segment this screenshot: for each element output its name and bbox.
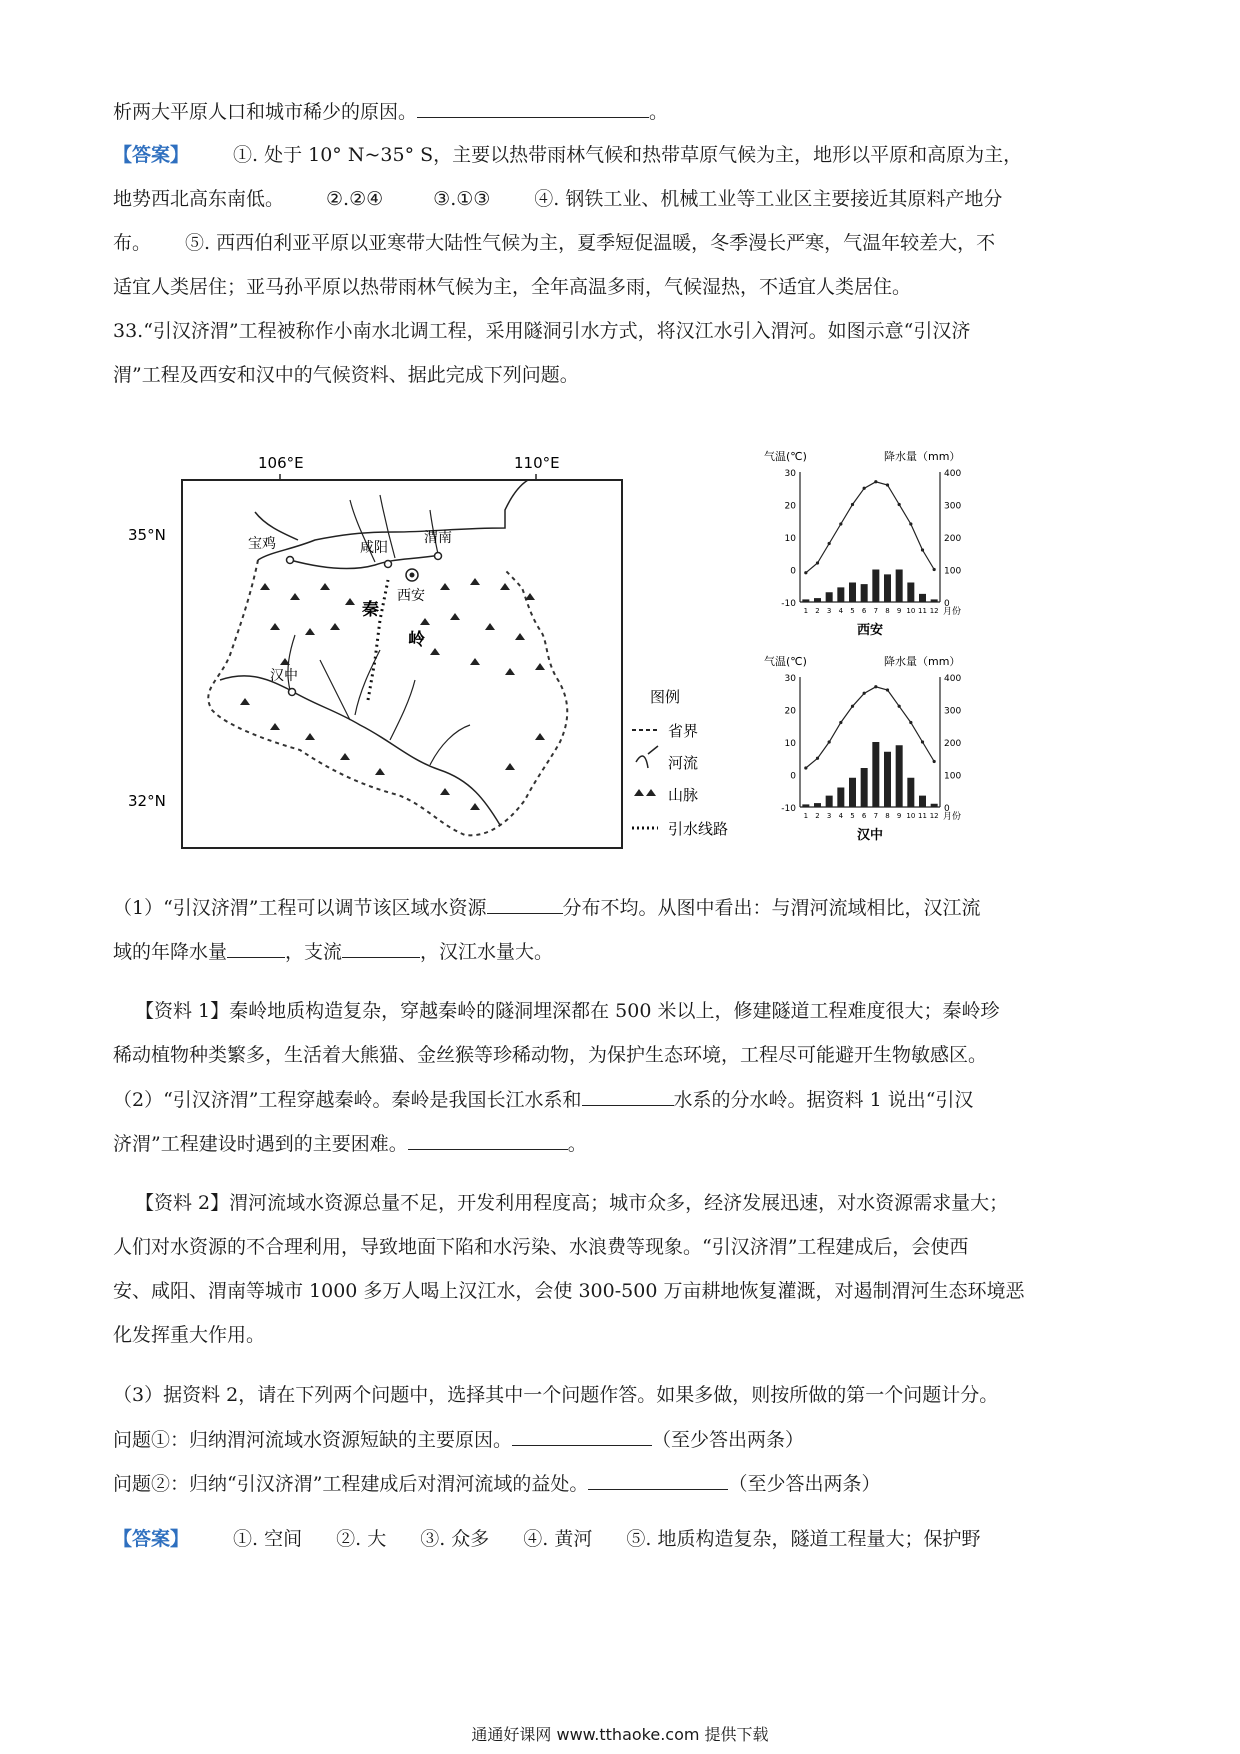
chart-tick-x: 12 xyxy=(929,607,939,615)
chart-tick-x: 7 xyxy=(873,812,879,820)
city-weinan xyxy=(435,553,442,560)
answer-blank xyxy=(417,97,649,118)
chart-tick-x: 5 xyxy=(850,607,855,615)
legend-river-label: 河流 xyxy=(668,754,699,772)
wei-river xyxy=(290,555,440,569)
chart-tick-x: 5 xyxy=(850,812,855,820)
chart-tick-left: 20 xyxy=(784,501,796,512)
problem-1 xyxy=(113,1425,804,1454)
answer-blank xyxy=(512,1425,652,1446)
line-text: 水系的分水岭。据资料 1 说出“引汉 xyxy=(673,1089,974,1111)
temperature-point xyxy=(839,522,842,525)
temperature-point xyxy=(804,571,807,574)
material-2 xyxy=(135,1189,1008,1217)
temperature-point xyxy=(804,766,807,769)
precip-bar xyxy=(931,599,938,602)
text-line xyxy=(113,1321,265,1349)
precip-bar xyxy=(907,583,914,603)
line-text: 济渭”工程建设时遇到的主要困难。 xyxy=(113,1133,408,1155)
text-line xyxy=(113,1129,587,1158)
chart-tick-x: 8 xyxy=(885,607,890,615)
problem-2 xyxy=(113,1469,880,1498)
city-label-hanzhong: 汉中 xyxy=(270,668,298,684)
chart-tick-x: 2 xyxy=(815,812,820,820)
line-text: （至少答出两条） xyxy=(728,1473,881,1495)
line-text: 渭”工程及西安和汉中的气候资料、据此完成下列问题。 xyxy=(113,364,579,386)
chart-tick-x: 7 xyxy=(873,607,879,615)
line-text: 问题①：归纳渭河流域水资源短缺的主要原因。 xyxy=(113,1429,513,1451)
temperature-point xyxy=(828,740,831,743)
chart-title: 汉中 xyxy=(856,828,884,843)
mountain-symbols xyxy=(240,578,545,810)
line-text: 地势西北高东南低。 xyxy=(113,188,285,210)
answer-blank xyxy=(588,1469,728,1490)
line-text: 人们对水资源的不合理利用，导致地面下陷和水污染、水浪费等现象。“引汉济渭”工程建成后，会使西 xyxy=(113,1236,969,1258)
answer-blank xyxy=(487,893,563,914)
chart-tick-x: 8 xyxy=(885,812,890,820)
chart-tick-right: 0 xyxy=(944,804,950,814)
line-text: 布。 xyxy=(113,232,152,254)
answer-blank xyxy=(408,1129,568,1150)
question-33 xyxy=(113,317,970,345)
chart-tick-right: 200 xyxy=(944,739,962,749)
temperature-point xyxy=(816,757,819,760)
chart-xlabel: 月份 xyxy=(943,607,962,617)
chart-tick-x: 6 xyxy=(861,812,867,820)
chart-ylabel-right: 降水量（mm） xyxy=(884,655,961,668)
chart-tick-right: 100 xyxy=(944,566,962,577)
text-line xyxy=(113,1233,968,1261)
line-text: 分布不均。从图中看出：与渭河流域相比，汉江流 xyxy=(562,897,981,919)
line-text: 化发挥重大作用。 xyxy=(113,1324,266,1346)
temperature-point xyxy=(909,721,912,724)
question-2 xyxy=(113,1085,973,1114)
precip-bar xyxy=(814,598,821,602)
chart-tick-left: 0 xyxy=(790,771,796,782)
material-1 xyxy=(135,997,999,1025)
chart-tick-right: 300 xyxy=(944,501,962,512)
precip-bar xyxy=(802,804,809,807)
lat-label-32: 32°N xyxy=(128,792,166,810)
han-river xyxy=(220,676,500,825)
label-qin: 秦 xyxy=(362,600,379,620)
chart-tick-x: 1 xyxy=(803,607,809,615)
answer-tag: 【答案】 xyxy=(113,1528,190,1550)
chart-tick-x: 9 xyxy=(896,607,902,615)
temperature-point xyxy=(898,503,901,506)
temperature-point xyxy=(828,542,831,545)
precip-bar xyxy=(884,752,891,807)
precip-bar xyxy=(861,768,868,807)
answer-blank xyxy=(582,1085,674,1106)
temperature-point xyxy=(921,740,924,743)
line-text: （1）“引汉济渭”工程可以调节该区域水资源 xyxy=(113,897,487,919)
chart-ylabel-right: 降水量（mm） xyxy=(884,450,961,463)
chart-tick-x: 10 xyxy=(906,607,916,615)
chart-tick-left: 30 xyxy=(784,674,796,684)
answer-tag: 【答案】 xyxy=(113,144,190,166)
precip-bar xyxy=(826,796,833,807)
city-xianyang xyxy=(385,561,392,568)
temperature-point xyxy=(839,721,842,724)
question-3 xyxy=(113,1381,998,1409)
question-1 xyxy=(113,893,981,922)
chart-tick-left: 30 xyxy=(784,469,796,479)
chart-ylabel-left: 气温(℃) xyxy=(764,655,807,668)
temperature-point xyxy=(851,705,854,708)
legend-mountain-label: 山脉 xyxy=(668,786,699,804)
precip-bar xyxy=(872,742,879,807)
precip-bar xyxy=(861,584,868,602)
city-label-baoji: 宝鸡 xyxy=(248,536,276,552)
city-label-xian: 西安 xyxy=(397,588,425,604)
temperature-line xyxy=(806,482,934,573)
chart-tick-x: 10 xyxy=(906,812,916,820)
text-line xyxy=(113,97,668,126)
precip-bar xyxy=(802,599,809,602)
chart-title: 西安 xyxy=(856,623,884,638)
answer-blank xyxy=(227,937,285,958)
line-text: ①. 处于 10° N~35° S，主要以热带雨林气候和热带草原气候为主，地形以平原和高原为主， xyxy=(233,144,1023,166)
temperature-point xyxy=(909,522,912,525)
city-hanzhong xyxy=(289,689,296,696)
chart-tick-x: 9 xyxy=(896,812,902,820)
legend-title: 图例 xyxy=(650,688,681,706)
chart-tick-left: 20 xyxy=(784,706,796,717)
temperature-point xyxy=(886,688,889,691)
line-text: 。 xyxy=(649,101,669,123)
line-text: 问题②：归纳“引汉济渭”工程建成后对渭河流域的益处。 xyxy=(113,1473,589,1495)
answer-line xyxy=(113,1525,980,1553)
precip-bar xyxy=(872,570,879,603)
chart-ylabel-left: 气温(℃) xyxy=(764,450,807,463)
precip-bar xyxy=(884,574,891,602)
answer-line xyxy=(113,141,1022,169)
text-line xyxy=(113,185,1002,213)
line-text: ③.①③ xyxy=(433,188,491,210)
lon-label-110: 110°E xyxy=(514,454,560,472)
legend xyxy=(632,688,728,838)
temperature-point xyxy=(863,487,866,490)
temperature-point xyxy=(886,483,889,486)
footer: 通通好课网 www.tthaoke.com 提供下载 xyxy=(471,1725,769,1744)
line-text: 33.“引汉济渭”工程被称作小南水北调工程，采用隧洞引水方式，将汉江水引入渭河。如图示意“引汉济 xyxy=(113,320,971,342)
line-text: ②.②④ xyxy=(326,188,384,210)
legend-route-label: 引水线路 xyxy=(668,820,729,838)
chart-tick-x: 11 xyxy=(918,812,927,820)
precip-bar xyxy=(896,745,903,807)
line-text: 析两大平原人口和城市稀少的原因。 xyxy=(113,101,418,123)
lat-label-35: 35°N xyxy=(128,526,166,544)
precip-bar xyxy=(849,778,856,807)
chart-xlabel: 月份 xyxy=(943,812,962,822)
answer-blank xyxy=(342,937,420,958)
line-text: （至少答出两条） xyxy=(652,1429,805,1451)
precip-bar xyxy=(837,587,844,602)
label-ling: 岭 xyxy=(408,630,425,650)
line-text: ⑤. 地质构造复杂，隧道工程量大；保护野 xyxy=(626,1528,981,1550)
chart-tick-right: 400 xyxy=(944,674,962,684)
climate-chart-xian xyxy=(764,449,961,638)
line-text: ⑤. 西西伯利亚平原以亚寒带大陆性气候为主，夏季短促温暖，冬季漫长严寒，气温年较差大，不 xyxy=(185,232,996,254)
precip-bar xyxy=(814,803,821,807)
chart-tick-left: -10 xyxy=(781,599,796,609)
precip-bar xyxy=(849,583,856,603)
text-line xyxy=(113,1277,1024,1305)
line-text: 适宜人类居住；亚马孙平原以热带雨林气候为主，全年高温多雨，气候湿热，不适宜人类居住。 xyxy=(113,276,912,298)
chart-tick-x: 11 xyxy=(918,607,927,615)
line-text: 稀动植物种类繁多，生活着大熊猫、金丝猴等珍稀动物，为保护生态环境，工程尽可能避开生物敏感区。 xyxy=(113,1044,988,1066)
temperature-point xyxy=(816,561,819,564)
city-label-xianyang: 咸阳 xyxy=(360,540,388,556)
line-text: 域的年降水量 xyxy=(113,941,228,963)
chart-tick-left: 0 xyxy=(790,566,796,577)
temperature-point xyxy=(898,705,901,708)
chart-tick-x: 2 xyxy=(815,607,820,615)
chart-tick-right: 400 xyxy=(944,469,962,479)
temperature-line xyxy=(806,687,934,768)
chart-tick-x: 1 xyxy=(803,812,809,820)
chart-tick-left: 10 xyxy=(784,534,796,544)
line-text: （3）据资料 2，请在下列两个问题中，选择其中一个问题作答。如果多做，则按所做的第一个问题计分。 xyxy=(113,1384,999,1406)
precip-bar xyxy=(907,778,914,807)
temperature-point xyxy=(933,760,936,763)
temperature-point xyxy=(851,503,854,506)
chart-tick-left: -10 xyxy=(781,804,796,814)
line-text: 【资料 1】秦岭地质构造复杂，穿越秦岭的隧洞埋深都在 500 米以上，修建隧道工程难度很大；秦岭珍 xyxy=(135,1000,1000,1022)
chart-tick-right: 200 xyxy=(944,534,962,544)
climate-chart-hanzhong xyxy=(764,654,961,843)
line-text: 。 xyxy=(567,1133,587,1155)
text-line xyxy=(113,1041,987,1069)
text-line xyxy=(113,937,553,966)
line-text: ，汉江水量大。 xyxy=(420,941,554,963)
text-line xyxy=(113,273,911,301)
text-line xyxy=(113,229,995,257)
chart-tick-right: 300 xyxy=(944,706,962,717)
line-text: ，支流 xyxy=(285,941,343,963)
chart-tick-x: 12 xyxy=(929,812,939,820)
chart-tick-x: 6 xyxy=(861,607,867,615)
line-text: ④. 黄河 xyxy=(523,1528,593,1550)
line-text: ②. 大 xyxy=(336,1528,387,1550)
chart-tick-right: 100 xyxy=(944,771,962,782)
diversion-route xyxy=(368,580,388,700)
temperature-point xyxy=(863,692,866,695)
chart-tick-x: 4 xyxy=(838,607,844,615)
figure-map-and-climate-charts xyxy=(128,440,1000,860)
line-text: 【资料 2】渭河流域水资源总量不足，开发利用程度高；城市众多，经济发展迅速，对水资源需求量大； xyxy=(135,1192,1009,1214)
precip-bar xyxy=(919,796,926,807)
temperature-point xyxy=(874,480,877,483)
temperature-point xyxy=(921,548,924,551)
line-text: ④. 钢铁工业、机械工业等工业区主要接近其原料产地分 xyxy=(534,188,1003,210)
line-text: （2）“引汉济渭”工程穿越秦岭。秦岭是我国长江水系和 xyxy=(113,1089,582,1111)
city-label-weinan: 渭南 xyxy=(424,530,452,546)
chart-tick-x: 3 xyxy=(826,607,832,615)
city-baoji xyxy=(287,557,294,564)
chart-tick-right: 0 xyxy=(944,599,950,609)
line-text: ①. 空间 xyxy=(233,1528,303,1550)
legend-border-label: 省界 xyxy=(668,722,699,740)
precip-bar xyxy=(837,788,844,808)
chart-tick-left: 10 xyxy=(784,739,796,749)
temperature-point xyxy=(933,568,936,571)
lon-label-106: 106°E xyxy=(258,454,304,472)
precip-bar xyxy=(931,804,938,807)
line-text: ③. 众多 xyxy=(420,1528,490,1550)
chart-tick-x: 3 xyxy=(826,812,832,820)
temperature-point xyxy=(874,685,877,688)
precip-bar xyxy=(896,570,903,603)
chart-tick-x: 4 xyxy=(838,812,844,820)
precip-bar xyxy=(919,594,926,602)
line-text: 安、咸阳、渭南等城市 1000 多万人喝上汉江水，会使 300-500 万亩耕地恢复灌溉，对遏制渭河生态环境恶 xyxy=(113,1280,1025,1302)
text-line xyxy=(113,361,579,389)
precip-bar xyxy=(826,592,833,602)
province-border xyxy=(208,560,567,835)
